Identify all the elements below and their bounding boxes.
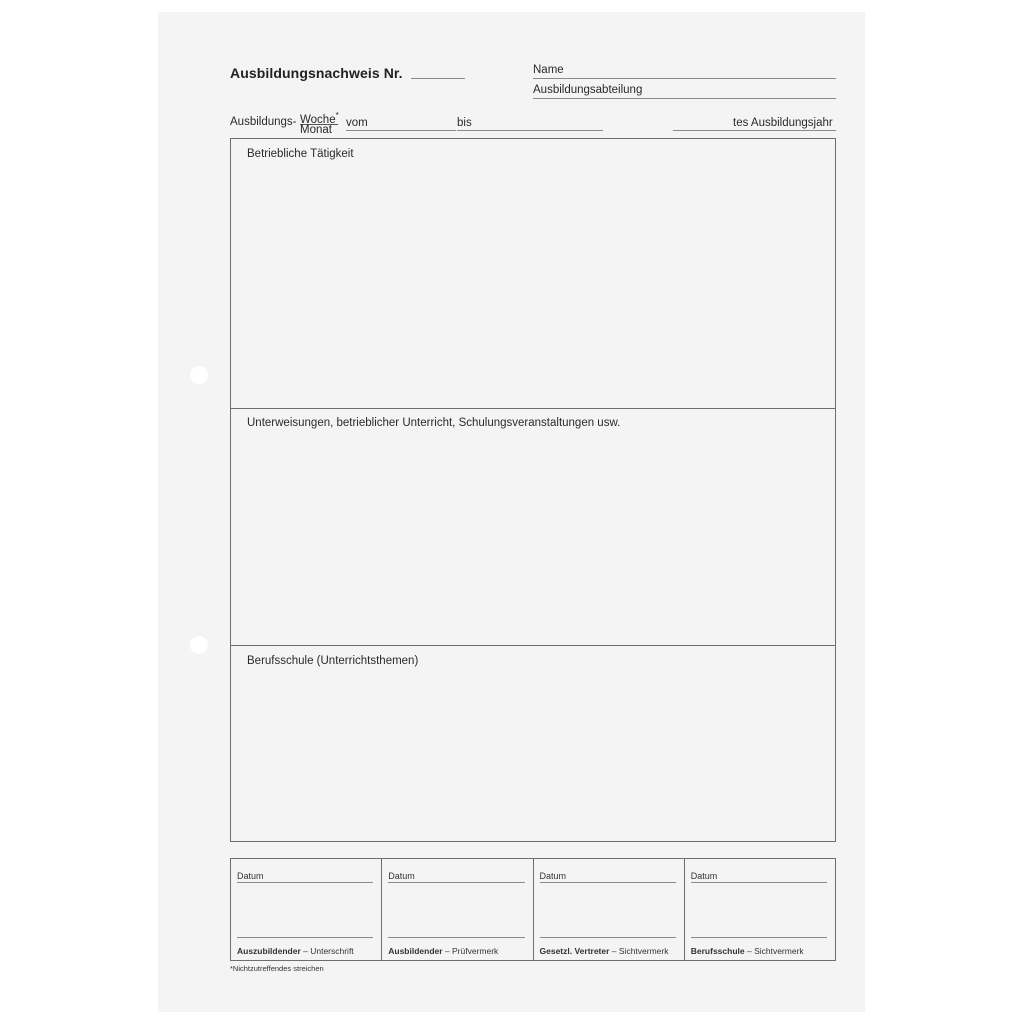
signature-action: Sichtvermerk	[618, 946, 669, 956]
section-vocational-school-label: Berufsschule (Unterrichtsthemen)	[247, 655, 419, 667]
signature-field[interactable]	[237, 937, 373, 938]
signature-action: Unterschrift	[310, 946, 354, 956]
signature-caption	[237, 946, 354, 956]
signature-cell-vocational-school	[685, 859, 835, 960]
form-title: Ausbildungsnachweis Nr.	[230, 65, 403, 81]
option-month[interactable]: Monat	[300, 124, 332, 136]
punch-hole-bottom	[190, 636, 208, 654]
signature-field[interactable]	[540, 937, 676, 938]
signature-separator: –	[300, 946, 311, 956]
section-vocational-school-area[interactable]	[231, 672, 835, 840]
training-year-label: tes Ausbildungsjahr	[733, 117, 833, 129]
signature-date-label: Datum	[690, 871, 718, 881]
signature-cell-legal-guardian	[534, 859, 685, 960]
signature-role: Berufsschule	[690, 946, 745, 956]
period-prefix: Ausbildungs-	[230, 116, 297, 128]
signature-date-field[interactable]	[540, 882, 676, 883]
signature-action: Sichtvermerk	[754, 946, 804, 956]
department-label: Ausbildungsabteilung	[533, 84, 643, 96]
footnote: *Nichtzutreffendes streichen	[230, 964, 324, 973]
report-number-field[interactable]	[411, 78, 465, 79]
signature-cell-trainer	[382, 859, 533, 960]
training-year-field[interactable]	[673, 130, 836, 131]
signature-date-field[interactable]	[691, 882, 827, 883]
signature-field[interactable]	[691, 937, 827, 938]
to-label: bis	[457, 117, 472, 129]
from-date-field[interactable]	[346, 130, 456, 131]
signature-grid	[230, 858, 836, 961]
section-instruction-area[interactable]	[231, 434, 835, 643]
signature-date-label: Datum	[388, 871, 415, 881]
footnote-mark: *	[335, 111, 339, 120]
signature-caption	[388, 946, 498, 956]
option-week-text: Woche	[300, 113, 336, 126]
signature-separator: –	[609, 946, 619, 956]
signature-field[interactable]	[388, 937, 524, 938]
signature-separator: –	[442, 946, 453, 956]
signature-date-field[interactable]	[237, 882, 373, 883]
signature-caption	[540, 946, 669, 956]
to-date-field[interactable]	[457, 130, 603, 131]
signature-role: Auszubildender	[237, 946, 301, 956]
signature-date-label: Datum	[237, 871, 264, 881]
signature-caption	[691, 946, 804, 956]
signature-role: Gesetzl. Vertreter	[539, 946, 610, 956]
name-label: Name	[533, 64, 564, 76]
name-field[interactable]	[533, 78, 836, 79]
section-company-activity-label: Betriebliche Tätigkeit	[247, 148, 354, 160]
section-divider-2	[231, 645, 835, 646]
signature-date-label: Datum	[539, 871, 567, 881]
section-divider-1	[231, 408, 835, 409]
section-company-activity-area[interactable]	[231, 165, 835, 406]
signature-separator: –	[744, 946, 755, 956]
signature-role: Ausbildender	[388, 946, 443, 956]
section-instruction-label: Unterweisungen, betrieblicher Unterricht, Schulungsveranstaltungen usw.	[247, 417, 621, 429]
department-field[interactable]	[533, 98, 836, 99]
signature-action: Prüfvermerk	[452, 946, 499, 956]
punch-hole-top	[190, 366, 208, 384]
signature-date-field[interactable]	[388, 882, 524, 883]
from-label: vom	[346, 117, 368, 129]
signature-cell-trainee	[231, 859, 382, 960]
